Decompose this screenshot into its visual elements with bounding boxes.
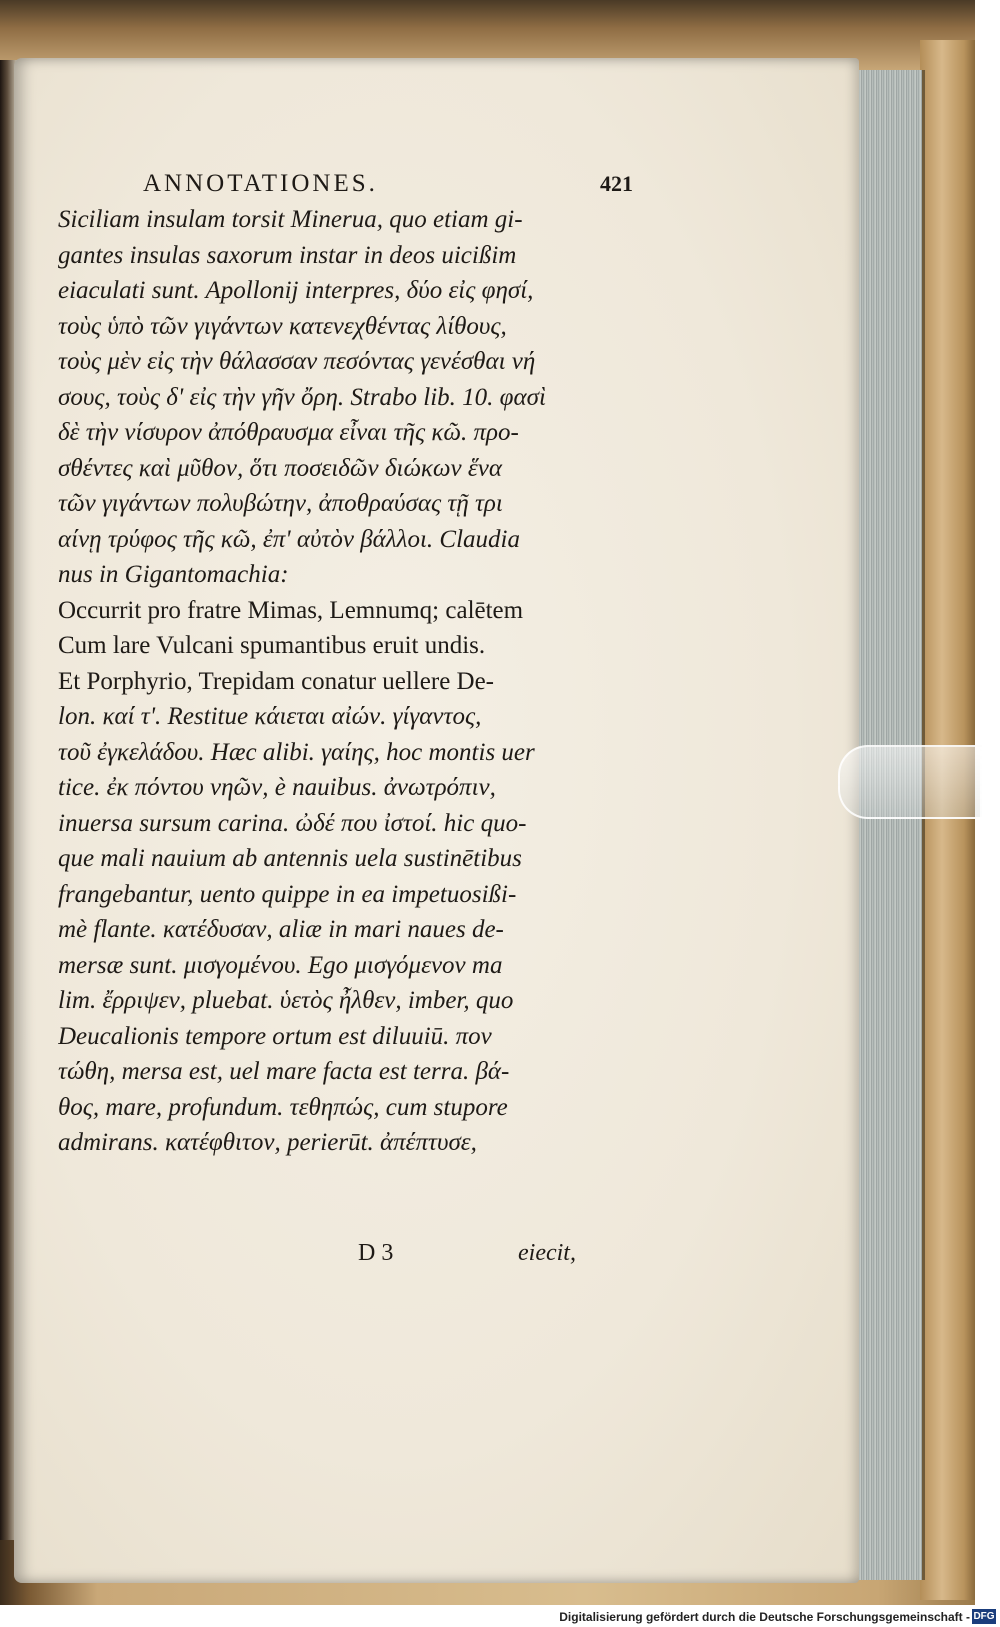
text-line: τώθη, mersa est, uel mare facta est terra. βά- (58, 1058, 510, 1085)
text-line: admirans. κατέφθιτον, perierūt. ἀπέπτυσε, (58, 1129, 477, 1156)
page-clip (838, 745, 982, 819)
page-text (58, 170, 633, 1161)
text-line: mersæ sunt. μισγομένου. Ego μισγόμενον ma (58, 951, 503, 979)
text-line: Siciliam insulam torsit Minerua, quo etiam gi- (58, 206, 523, 233)
book-cover-right (920, 40, 975, 1600)
text-lines (58, 202, 598, 1161)
text-line: frangebantur, uento quippe in ea impetuosißi- (58, 880, 517, 908)
text-line: que mali nauium ab antennis uela sustinētibus (58, 845, 522, 872)
text-line: Occurrit pro fratre Mimas, Lemnumq; calētem (58, 596, 524, 624)
page-edges (852, 70, 925, 1580)
text-line: σθέντες καὶ μῦθον, ὅτι ποσειδῶν διώκων ἕνα (58, 454, 502, 482)
text-line: τοὺς μὲν εἰς τὴν θάλασσαν πεσόντας γενέσθαι νή (58, 348, 536, 375)
page-header (143, 170, 683, 198)
running-head: ANNOTATIONES. (143, 170, 378, 197)
text-line: tice. ἐκ πόντου νηῶν, è nauibus. ἀνωτρόπιν, (58, 774, 496, 801)
catchword: eiecit, (518, 1240, 576, 1266)
digitization-footer (0, 1605, 1000, 1627)
text-line: δὲ τὴν νίσυρον ἀπόθραυσμα εἶναι τῆς κῶ. προ- (58, 419, 519, 446)
text-line: inuersa sursum carina. ὠδέ που ἰστοί. hic quo- (58, 809, 527, 837)
text-line: Deucalionis tempore ortum est diluuiū. πον (58, 1022, 492, 1050)
text-line: lim. ἔρριψεν, pluebat. ὑετὸς ἦλθεν, imber, quo (58, 987, 514, 1014)
page-number: 421 (600, 171, 633, 196)
text-line: σους, τοὺς δ' εἰς τὴν γῆν ὄρη. Strabo lib. 10. φασὶ (58, 383, 546, 411)
text-line: eiaculati sunt. Apollonij interpres, δύο εἰς φησί, (58, 277, 534, 304)
text-line: τοὺς ὑπὸ τῶν γιγάντων κατενεχθέντας λίθους, (58, 312, 507, 340)
text-line: Cum lare Vulcani spumantibus eruit undis. (58, 632, 486, 659)
text-line: mè flante. κατέδυσαν, aliæ in mari naues de- (58, 916, 504, 943)
text-line: lon. καί τ'. Restitue κάιεται αἰών. γίγαντος, (58, 703, 482, 730)
dfg-logo: DFG (973, 1611, 995, 1622)
text-line: nus in Gigantomachia: (58, 561, 289, 588)
text-line: Et Porphyrio, Trepidam conatur uellere De- (58, 667, 495, 695)
text-line: τοῦ ἐγκελάδου. Hæc alibi. γαίης, hoc montis uer (58, 738, 535, 766)
text-line: τῶν γιγάντων πολυβώτην, ἀποθραύσας τῇ τρι (58, 490, 503, 517)
signature-mark: D 3 (358, 1240, 394, 1266)
text-line: αίνῃ τρύφος τῆς κῶ, ἐπ' αὐτὸν βάλλοι. Claudia (58, 525, 520, 553)
text-line: θος, mare, profundum. τεθηπώς, cum stupore (58, 1093, 508, 1121)
text-line: gantes insulas saxorum instar in deos uicißim (58, 241, 517, 269)
footer-credit: Digitalisierung gefördert durch die Deutsche Forschungsgemeinschaft - (559, 1610, 970, 1624)
